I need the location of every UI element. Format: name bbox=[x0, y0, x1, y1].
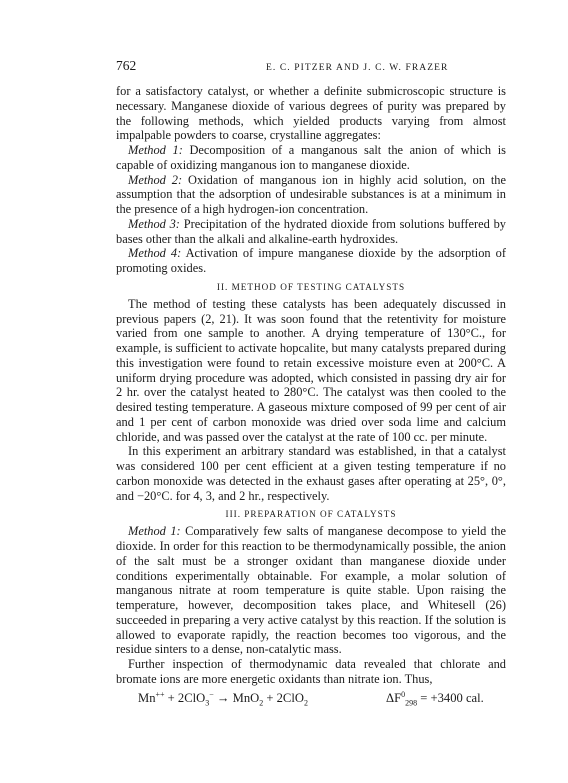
method-4-paragraph bbox=[116, 246, 506, 276]
method-2-label: Method 2: bbox=[128, 172, 183, 187]
method-2-paragraph bbox=[116, 173, 506, 217]
running-head: E. C. PITZER AND J. C. W. FRAZER bbox=[266, 63, 449, 73]
equation-free-energy: $\Delta F^0_{298} = +3400$ cal. bbox=[386, 689, 484, 708]
method-4-text: Activation of impure manganese dioxide by the adsorption of promoting oxides. bbox=[116, 246, 506, 275]
intro-paragraph: for a satisfactory catalyst, or whether a definite submicroscopic structure is necessary. Manganese dioxide of various degrees of purity was prepared by the following methods, which yielded products varying from almost impalpable powders to coarse, crystalline aggregates: bbox=[116, 84, 506, 143]
method-3-text: Precipitation of the hydrated dioxide from solutions buffered by bases other than the alkali and alkaline-earth hydroxides. bbox=[116, 216, 506, 246]
body-text bbox=[116, 84, 506, 707]
method-3-paragraph bbox=[116, 217, 506, 247]
testing-paragraph-2: In this experiment an arbitrary standard was established, in that a catalyst was considered 100 per cent efficient at a given testing temperature if no carbon monoxide was detected in the exhaust gases after operating at 25°, 0°, and −20°C. for 4, 3, and 2 hr., respectively. bbox=[116, 444, 506, 503]
method-1-paragraph bbox=[116, 143, 506, 173]
section-heading-preparation: III. PREPARATION OF CATALYSTS bbox=[225, 509, 397, 520]
preparation-paragraph-1 bbox=[116, 524, 506, 657]
prep-method-1-label: Method 1: bbox=[128, 524, 181, 539]
method-2-text: Oxidation of manganous ion in highly acid solution, on the assumption that the adsorption of undesirable substances is at a minimum in the presence of a high hydrogen-ion concentration. bbox=[116, 172, 506, 216]
testing-paragraph-1: The method of testing these catalysts has been adequately discussed in previous papers (2, 21). It was soon found that the retentivity for moisture varied from one sample to another. A drying temperature of 130°C., for example, is sufficient to activate hopcalite, but many catalysts prepared during this investigation were found to retain excessive moisture even at 200°C. A uniform drying procedure was adopted, which consisted in passing dry air for 2 hr. over the catalyst heated to 280°C. The catalyst was then cooled to the desired testing temperature. A gaseous mixture composed of 99 per cent of air and 1 per cent of carbon monoxide was dried over soda lime and calcium chloride, and was passed over the catalyst at the rate of 100 cc. per minute. bbox=[116, 296, 506, 444]
method-3-label: Method 3: bbox=[128, 216, 180, 231]
page-header bbox=[116, 58, 506, 80]
method-1-label: Method 1: bbox=[128, 143, 183, 157]
method-4-label: Method 4: bbox=[128, 246, 182, 261]
equation-reaction: Mn++ + 2ClO$_3$− → MnO$_2$ + 2ClO$_2$ bbox=[138, 689, 308, 708]
prep-method-1-text: Comparatively few salts of manganese decompose to yield the dioxide. In order for this reaction to be thermodynamically possible, the anion of the salt must be a stronger oxidant than manganese dioxide under conditions experimentally obtainable. For example, a molar solution of manganous nitrate at room temperature is quite stable. Upon raising the temperature, however, decomposition takes place, and Whitesell (26) succeeded in preparing a very active catalyst by this reaction. If the solution is allowed to evaporate rapidly, the reaction becomes too vigorous, and the residue sinters to a dense, non-catalytic mass. bbox=[116, 524, 506, 657]
page-number: 762 bbox=[116, 58, 137, 73]
method-1-text: Decomposition of a manganous salt the anion of which is capable of oxidizing manganous ion to manganese dioxide. bbox=[116, 143, 506, 172]
preparation-paragraph-2: Further inspection of thermodynamic data revealed that chlorate and bromate ions are more energetic oxidants than nitrate ion. Thus, bbox=[116, 657, 506, 686]
chemical-equation bbox=[116, 691, 506, 707]
section-heading-testing: II. METHOD OF TESTING CATALYSTS bbox=[216, 281, 406, 292]
